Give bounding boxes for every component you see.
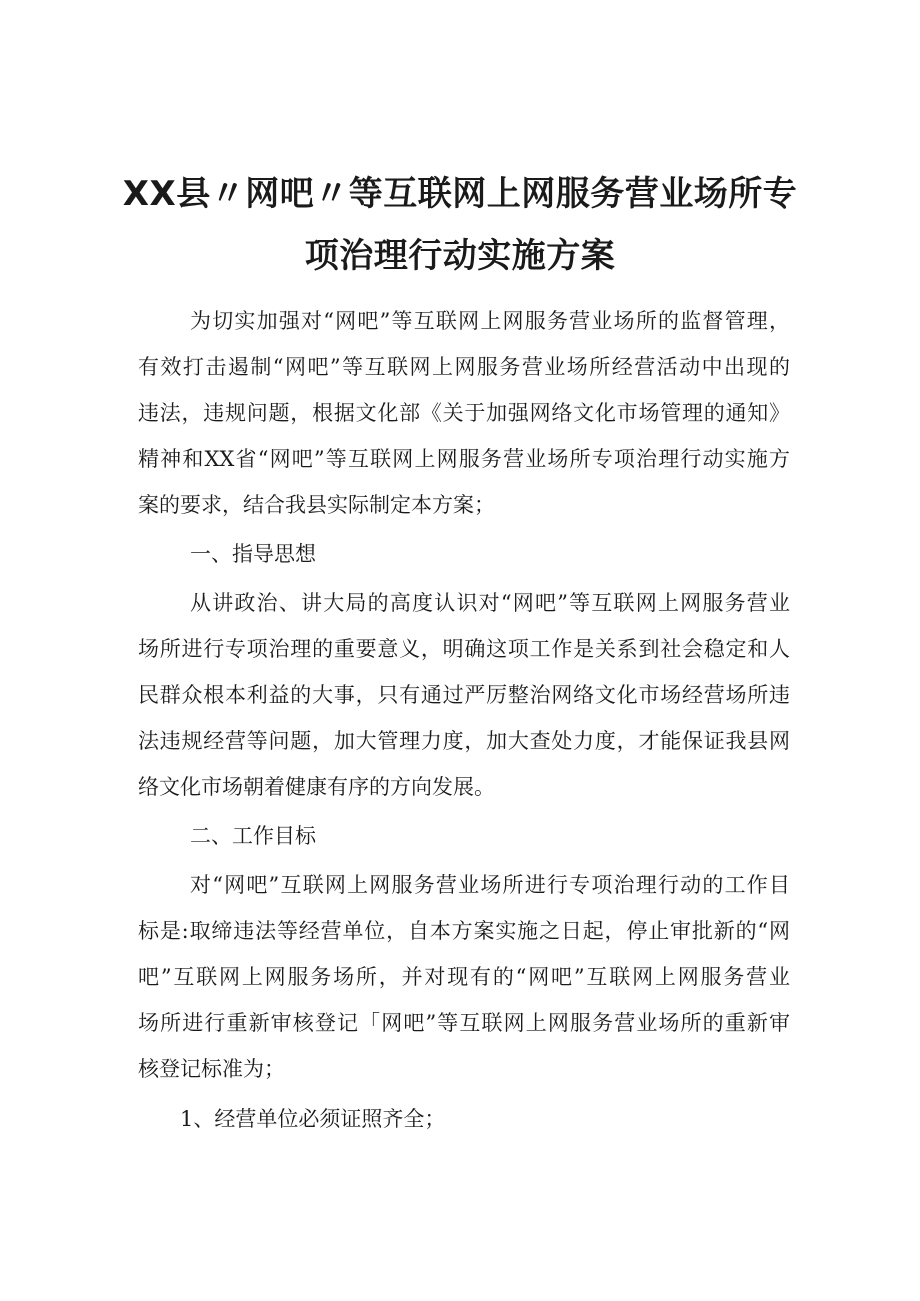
- paragraph-line: 从讲政治、讲大局的高度认识对“网吧”等互联网上网服务营业: [190, 591, 790, 615]
- paragraph-line: 吧”互联网上网服务场所，并对现有的“网吧”互联网上网服务营业: [138, 965, 790, 989]
- paragraph-line: 为切实加强对“网吧”等互联网上网服务营业场所的监督管理，: [190, 309, 790, 333]
- document-title-line-1: XX县〃网吧〃等互联网上网服务营业场所专: [122, 174, 798, 214]
- paragraph-line: 案的要求，结合我县实际制定本方案；: [138, 493, 495, 517]
- paragraph-line: 法违规经营等问题，加大管理力度，加大查处力度，才能保证我县网: [138, 729, 790, 753]
- paragraph-line: 有效打击遏制“网吧”等互联网上网服务营业场所经营活动中出现的: [138, 355, 790, 379]
- document-title-line-2: 项治理行动实施方案: [304, 236, 616, 276]
- paragraph-line: 精神和XX省“网吧”等互联网上网服务营业场所专项治理行动实施方: [138, 447, 790, 471]
- paragraph-line: 络文化市场朝着健康有序的方向发展。: [138, 775, 495, 799]
- section-heading-work-goals: 二、工作目标: [190, 824, 316, 848]
- paragraph-line: 核登记标准为；: [138, 1057, 285, 1081]
- paragraph-line: 违法，违规问题，根据文化部《关于加强网络文化市场管理的通知》: [138, 401, 790, 425]
- paragraph-line: 场所进行重新审核登记「网吧”等互联网上网服务营业场所的重新审: [138, 1011, 790, 1035]
- list-item-1: 1、经营单位必须证照齐全；: [180, 1107, 446, 1131]
- paragraph-line: 场所进行专项治理的重要意义，明确这项工作是关系到社会稳定和人: [138, 637, 790, 661]
- section-heading-guiding-ideology: 一、指导思想: [190, 542, 316, 566]
- paragraph-line: 民群众根本利益的大事，只有通过严厉整治网络文化市场经营场所违: [138, 683, 790, 707]
- paragraph-line: 标是:取缔违法等经营单位，自本方案实施之日起，停止审批新的“网: [138, 919, 790, 943]
- paragraph-line: 对“网吧”互联网上网服务营业场所进行专项治理行动的工作目: [190, 873, 790, 897]
